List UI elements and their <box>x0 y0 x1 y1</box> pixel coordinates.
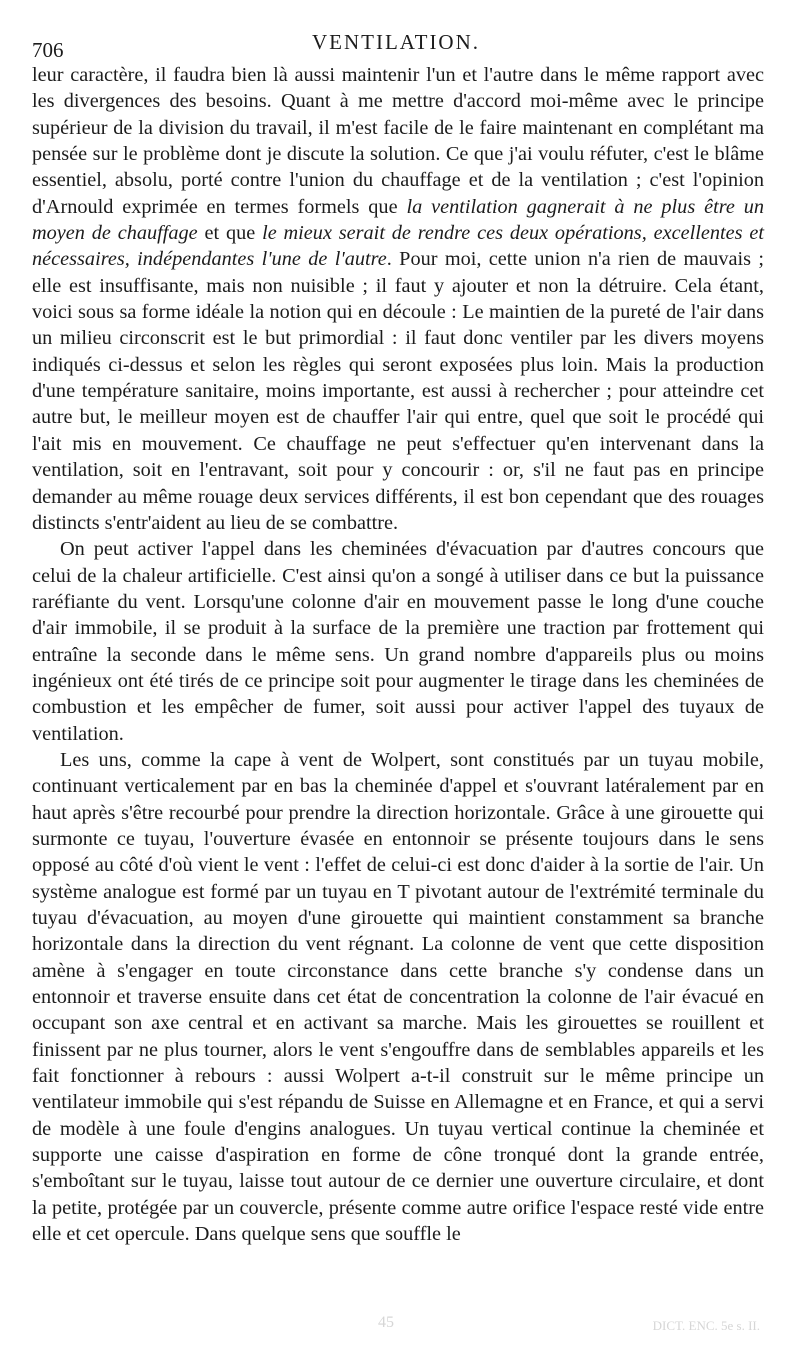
paragraph <box>32 747 764 1248</box>
page-header <box>32 28 760 62</box>
italic-text-segment: le mieux serait de rendre ces deux opérations, excellentes et nécessaires, indépendantes l'une de l'autre <box>32 222 764 271</box>
paragraph <box>32 536 764 747</box>
running-title: VENTILATION. <box>311 30 481 54</box>
text-segment: On peut activer l'appel dans les cheminées d'évacuation par d'autres concours que celui de la chaleur artificielle. C'est ainsi qu'on a songé à utiliser dans ce but la puissance raréfiante du vent. Lorsqu'une colonne d'air en mouvement passe le long d'une couche d'air immobile, il se produit à la surface de la première une traction par frottement qui entraîne la seconde dans le même sens. Un grand nombre d'appareils plus ou moins ingénieux ont été tirés de ce principe soit pour augmenter le tirage dans les cheminées de combustion et les empêcher de fumer, soit aussi pour activer l'appel des tuyaux de ventilation. <box>32 538 764 745</box>
page-footer <box>32 1314 760 1338</box>
text-segment: Les uns, comme la cape à vent de Wolpert, sont constitués par un tuyau mobile, continuant verticalement par en bas la cheminée d'appel et s'ouvrant latéralement par en haut après s'être recourbé pour prendre la direction horizontale. Grâce à une girouette qui surmonte ce tuyau, l'ouverture évasée en entonnoir se présente toujours dans le sens opposé au côté d'où vient le vent : l'effet de celui-ci est donc d'aider à la sortie de l'air. Un système analogue est formé par un tuyau en T pivotant autour de l'extrémité terminale du tuyau d'évacuation, au moyen d'une girouette qui maintient constamment sa branche horizontale dans la direction du vent régnant. La colonne de vent que cette disposition amène à s'engager en toute circonstance dans cette branche s'y condense dans un entonnoir et traverse ensuite dans cet état de concentration la colonne de l'air évacué en occupant son axe central et en activant sa marche. Mais les girouettes se rouillent et finissent par ne plus tourner, alors le vent s'engouffre dans de semblables appareils et les fait fonctionner à rebours : aussi Wolpert a-t-il construit sur le même principe un ventilateur immobile qui s'est répandu de Suisse en Allemagne et en France, et qui a servi de modèle à une foule d'engins analogues. Un tuyau vertical continue la cheminée et supporte une caisse d'aspiration en forme de cône tronqué dont la grande entrée, s'emboîtant sur le tuyau, laisse tout autour de ce dernier une ouverture circulaire, et dont la petite, protégée par un couvercle, présente comme autre orifice l'espace resté vide entre elle et cet opercule. Dans quelque sens que souffle le <box>32 748 764 1246</box>
text-segment: . Pour moi, cette union n'a rien de mauvais ; elle est insuffisante, mais non nuisible ; il faut y ajouter et non la détruire. Cela étant, voici sous sa forme idéale la notion qui en découle : Le maintien de la pureté de l'air dans un milieu circonscrit est le but primordial : il faut donc ventiler par les divers moyens indiqués ci-dessus et selon les règles qui seront exposées plus loin. Mais la production d'une température sanitaire, moins importante, est aussi à rechercher ; pour atteindre cet autre but, le meilleur moyen est de chauffer l'air qui entre, quel que soit le procédé qui l'ait mis en mouvement. Ce chauffage ne peut s'effectuer qu'en intervenant dans la ventilation, soit en l'entravant, soit pour y concourir : or, s'il ne faut pas en principe demander au même rouage deux services différents, il est bon cependant que des rouages distincts s'entr'aident au lieu de se combattre. <box>32 248 765 534</box>
footer-note: DICT. ENC. 5e s. II. <box>652 1318 760 1333</box>
signature-mark: 45 <box>378 1314 394 1331</box>
paragraph <box>32 62 764 536</box>
italic-text-segment: la ventilation gagnerait à ne plus être un moyen de chauffage <box>32 195 764 245</box>
page-number: 706 <box>32 38 64 62</box>
text-segment: leur caractère, il faudra bien là aussi maintenir l'un et l'autre dans le même rapport avec les divergences des besoins. Quant à me mettre d'accord moi-même avec le principe supérieur de la division du travail, il m'est facile de le faire maintenant en complétant ma pensée sur le problème dont je discute la solution. Ce que j'ai voulu réfuter, c'est le blâme essentiel, absolu, porté contre l'union du chauffage et de la ventilation ; c'est l'opinion d'Arnould exprimée en termes formels que <box>32 64 764 218</box>
text-segment: et que <box>197 222 263 245</box>
body-text <box>32 62 764 1247</box>
